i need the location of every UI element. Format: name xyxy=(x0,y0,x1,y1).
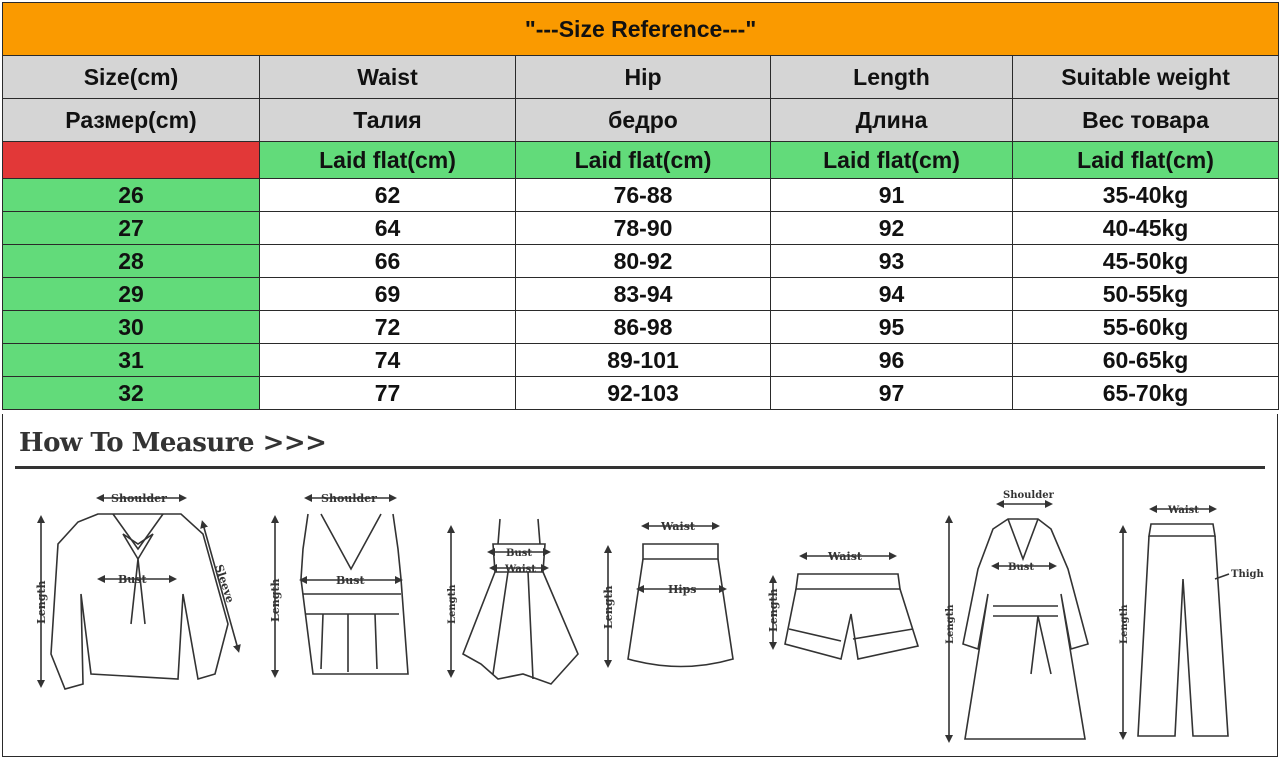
weight-cell: 50-55kg xyxy=(1013,278,1279,311)
waist-cell: 64 xyxy=(260,212,516,245)
label-length: Length xyxy=(269,578,282,622)
header-hip: Hip xyxy=(516,56,771,99)
trousers-icon xyxy=(1123,509,1229,736)
hip-cell: 83-94 xyxy=(516,278,771,311)
label-bust: Bust xyxy=(1008,562,1034,573)
label-length: Length xyxy=(602,585,615,629)
header-weight-ru: Вес товара xyxy=(1013,99,1279,142)
table-row xyxy=(3,179,1279,212)
laid-flat-cell: Laid flat(cm) xyxy=(516,142,771,179)
hip-cell: 92-103 xyxy=(516,377,771,410)
size-cell: 26 xyxy=(3,179,260,212)
header-waist-ru: Талия xyxy=(260,99,516,142)
label-shoulder: Shoulder xyxy=(321,492,377,505)
divider xyxy=(15,466,1265,469)
label-sleeve: Sleeve xyxy=(212,562,237,605)
size-cell: 29 xyxy=(3,278,260,311)
header-hip-ru: бедро xyxy=(516,99,771,142)
label-length: Length xyxy=(447,584,458,624)
size-cell: 32 xyxy=(3,377,260,410)
size-cell: 28 xyxy=(3,245,260,278)
measurement-illustrations xyxy=(3,474,1279,757)
weight-cell: 60-65kg xyxy=(1013,344,1279,377)
label-hips: Hips xyxy=(668,583,697,596)
waist-cell: 72 xyxy=(260,311,516,344)
size-cell: 30 xyxy=(3,311,260,344)
how-to-measure-title: How To Measure >>> xyxy=(19,428,327,458)
blouse-icon xyxy=(41,498,238,689)
how-to-measure-panel xyxy=(2,414,1278,757)
header-size-ru: Размер(cm) xyxy=(3,99,260,142)
waist-cell: 77 xyxy=(260,377,516,410)
size-table xyxy=(2,2,1279,410)
shorts-icon xyxy=(773,556,918,659)
header-size: Size(cm) xyxy=(3,56,260,99)
waist-cell: 62 xyxy=(260,179,516,212)
hip-cell: 78-90 xyxy=(516,212,771,245)
laid-flat-cell: Laid flat(cm) xyxy=(771,142,1013,179)
label-waist: Waist xyxy=(505,564,536,575)
table-row xyxy=(3,311,1279,344)
weight-cell: 45-50kg xyxy=(1013,245,1279,278)
header-length: Length xyxy=(771,56,1013,99)
length-cell: 97 xyxy=(771,377,1013,410)
label-waist: Waist xyxy=(1168,505,1199,516)
table-title: "---Size Reference---" xyxy=(3,3,1279,56)
length-cell: 96 xyxy=(771,344,1013,377)
header-waist: Waist xyxy=(260,56,516,99)
size-cell: 27 xyxy=(3,212,260,245)
label-shoulder: Shoulder xyxy=(111,492,167,505)
skirt-icon xyxy=(608,526,733,667)
laid-flat-empty xyxy=(3,142,260,179)
dress-icon xyxy=(451,519,578,684)
table-row xyxy=(3,245,1279,278)
table-row xyxy=(3,212,1279,245)
laid-flat-cell: Laid flat(cm) xyxy=(1013,142,1279,179)
weight-cell: 55-60kg xyxy=(1013,311,1279,344)
garment-sketches xyxy=(3,474,1279,757)
label-bust: Bust xyxy=(506,548,532,559)
length-cell: 92 xyxy=(771,212,1013,245)
hip-cell: 80-92 xyxy=(516,245,771,278)
length-cell: 91 xyxy=(771,179,1013,212)
label-length: Length xyxy=(945,604,956,644)
size-cell: 31 xyxy=(3,344,260,377)
waist-cell: 69 xyxy=(260,278,516,311)
coat-icon xyxy=(949,504,1088,739)
label-length: Length xyxy=(1119,604,1130,644)
header-length-ru: Длина xyxy=(771,99,1013,142)
waist-cell: 66 xyxy=(260,245,516,278)
label-waist: Waist xyxy=(661,520,695,533)
header-row-en xyxy=(3,56,1279,99)
label-length: Length xyxy=(35,580,48,624)
header-row-ru xyxy=(3,99,1279,142)
label-shoulder: Shoulder xyxy=(1003,490,1054,501)
laid-flat-cell: Laid flat(cm) xyxy=(260,142,516,179)
laid-flat-row xyxy=(3,142,1279,179)
label-bust: Bust xyxy=(336,574,365,587)
label-length: Length xyxy=(767,588,780,632)
length-cell: 94 xyxy=(771,278,1013,311)
length-cell: 93 xyxy=(771,245,1013,278)
table-row xyxy=(3,278,1279,311)
table-row xyxy=(3,344,1279,377)
label-thigh: Thigh xyxy=(1231,569,1264,580)
hip-cell: 86-98 xyxy=(516,311,771,344)
table-row xyxy=(3,377,1279,410)
length-cell: 95 xyxy=(771,311,1013,344)
weight-cell: 40-45kg xyxy=(1013,212,1279,245)
label-bust: Bust xyxy=(118,573,147,586)
waist-cell: 74 xyxy=(260,344,516,377)
header-weight: Suitable weight xyxy=(1013,56,1279,99)
label-waist: Waist xyxy=(828,550,862,563)
title-row xyxy=(3,3,1279,56)
weight-cell: 35-40kg xyxy=(1013,179,1279,212)
hip-cell: 76-88 xyxy=(516,179,771,212)
hip-cell: 89-101 xyxy=(516,344,771,377)
weight-cell: 65-70kg xyxy=(1013,377,1279,410)
